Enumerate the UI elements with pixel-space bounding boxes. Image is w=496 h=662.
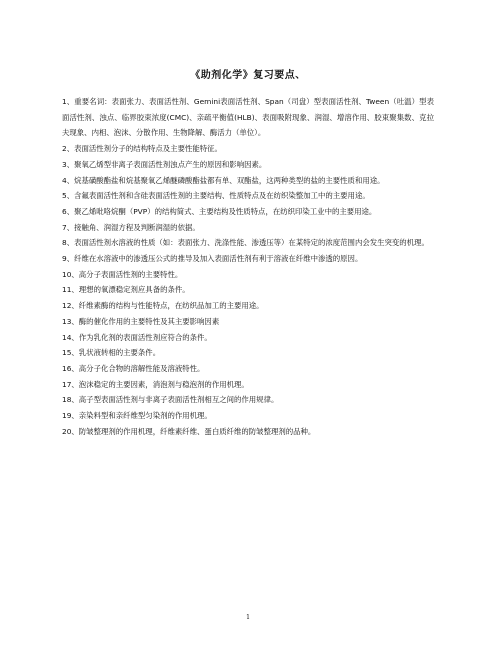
list-item: 11、理想的氧漂稳定剂应具备的条件。 [62,285,190,295]
list-item: 8、表面活性剂水溶液的性质（如：表面张力、洗涤性能、渗透压等）在某特定的浓度范围内会发生突变的机理。 [62,238,429,248]
list-item: 2、表面活性剂分子的结构特点及主要性能特征。 [62,144,222,154]
list-item: 5、含氟表面活性剂和含硅表面活性剂的主要结构、性质特点及在纺织染整加工中的主要用途。 [62,191,370,201]
list-item: 1、重要名词：表面张力、表面活性剂、Gemini表面活性剂、Span（司盘）型表面活性剂、Tween（吐温）型表面活性剂、浊点、临界胶束浓度(CMC)、亲疏平衡值(HLB)、表面吸附现象、润湿、增溶作用、胶束聚集数、克拉夫现象、内相、泡沫、分散作用、生物降解、酶活力（单位）。 [62,97,434,138]
list-item: 16、高分子化合物的溶解性能及溶液特性。 [62,363,205,373]
list-item: 18、高子型表面活性剂与非离子表面活性剂相互之间的作用规律。 [62,395,279,405]
list-item: 20、防皱整理剂的作用机理，纤维素纤维、蛋白质纤维的防皱整理剂的品种。 [62,426,316,436]
list-item: 13、酶的催化作用的主要特性及其主要影响因素 [62,316,220,326]
document-title: 《助剂化学》复习要点、 [190,70,306,81]
list-item: 3、聚氧乙烯型非离子表面活性剂浊点产生的原因和影响因素。 [62,159,267,169]
list-item: 14、作为乳化剂的表面活性剂应符合的条件。 [62,332,212,342]
list-item: 7、接触角、润湿方程及判断润湿的依据。 [62,222,200,232]
list-item: 10、高分子表面活性剂的主要特性。 [62,269,183,279]
page-number: 1 [246,614,250,621]
list-item: 9、纤维在水溶液中的渗透压公式的推导及加入表面活性剂有利于溶液在纤维中渗透的原因。 [62,254,363,264]
list-item: 4、烷基磺酸酯盐和烷基聚氧乙烯醚磷酸酯盐都有单、双酯盐，这两种类型的盐的主要性质和用途。 [62,175,385,185]
list-item: 12、纤维素酶的结构与性能特点，在纺织品加工的主要用途。 [62,301,264,311]
list-item: 6、聚乙烯吡咯烷酮（PVP）的结构简式、主要结构及性质特点，在纺织印染工业中的主要用途。 [62,206,377,216]
list-item: 17、泡沫稳定的主要因素，消泡剂与稳泡剂的作用机理。 [62,379,249,389]
review-points-list [62,94,434,439]
list-item: 15、乳状液转相的主要条件。 [62,348,161,358]
list-item: 19、亲染料型和亲纤维型匀染剂的作用机理。 [62,411,212,421]
